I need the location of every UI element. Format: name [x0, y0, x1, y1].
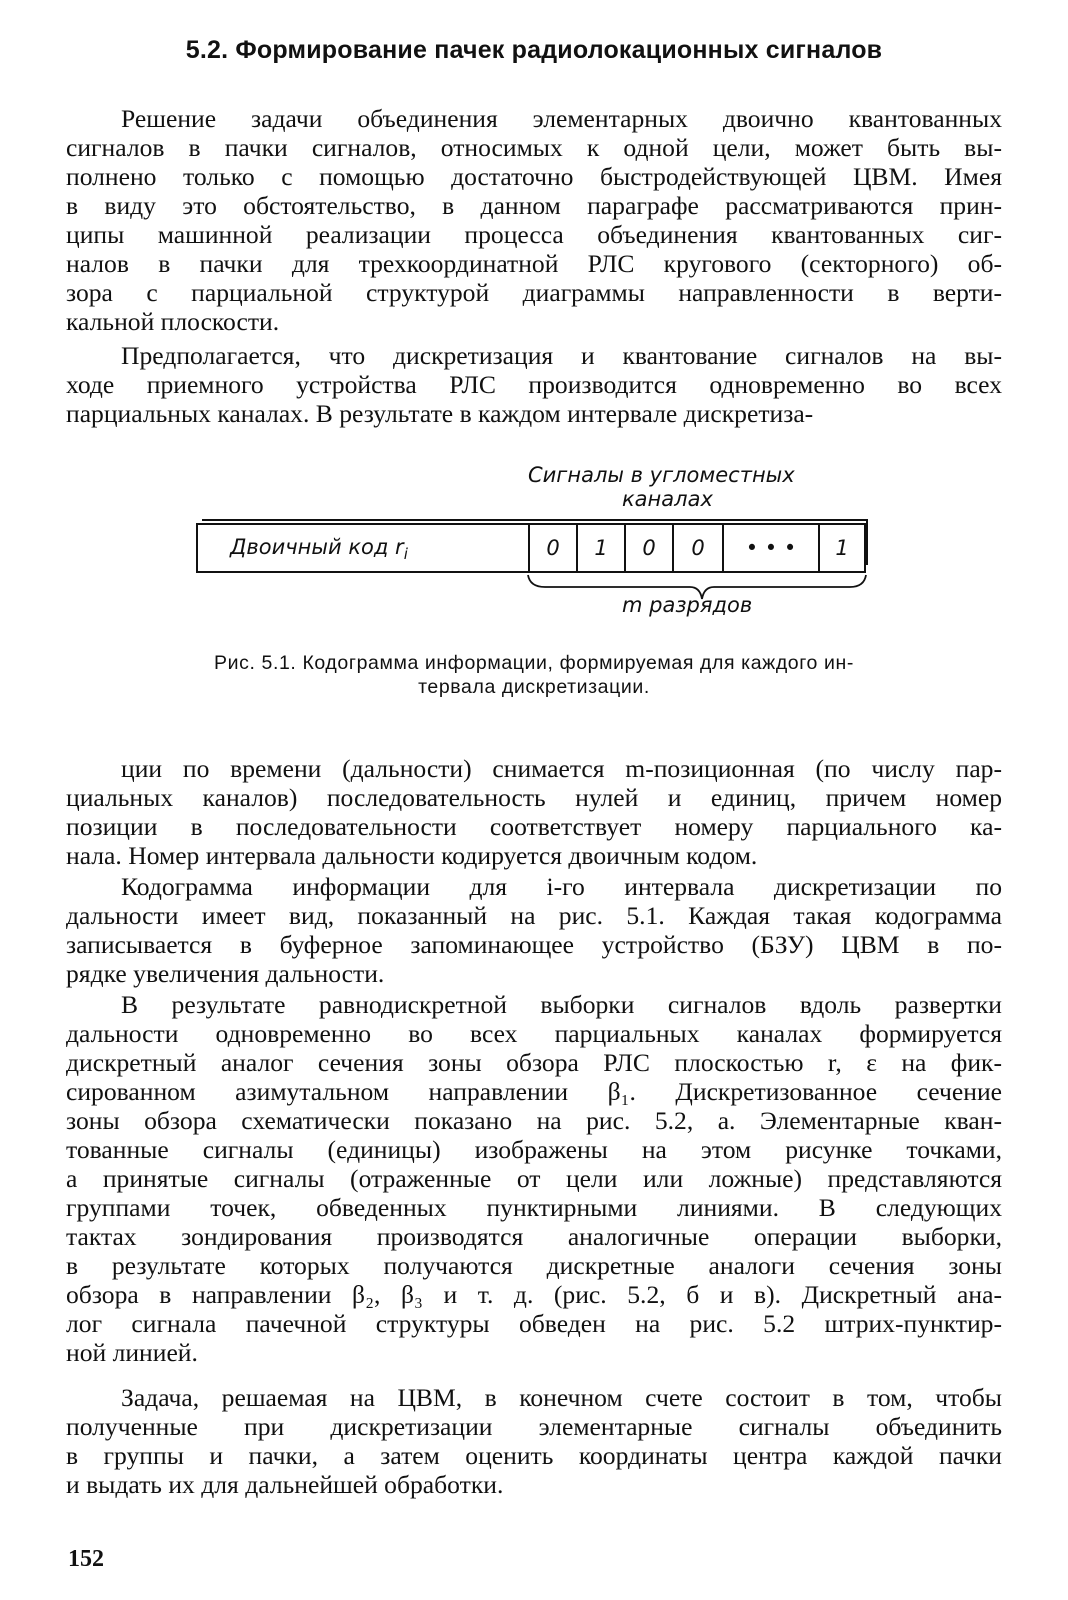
bit-cell-3: 0 [624, 525, 672, 571]
text-line: в группы и пачки, а затем оценить координаты центра каждой пачки [66, 1441, 1002, 1470]
text-line: парциальных каналах. В результате в каждом интервале дискретиза- [66, 399, 814, 428]
paragraph-3 [66, 754, 1002, 870]
text-line: тованные сигналы (единицы) изображены на этом рисунке точками, [66, 1135, 1002, 1164]
text-line: ной линией. [66, 1338, 198, 1367]
figure-caption [0, 651, 1068, 699]
text-line: ции по времени (дальности) снимается m-позиционная (по числу пар- [121, 754, 1002, 783]
text-line: дальности одновременно во всех парциальных каналах формируется [66, 1019, 1002, 1048]
text-line: Предполагается, что дискретизация и квантование сигналов на вы- [121, 341, 1002, 370]
text-line: ципы машинной реализации процесса объединения квантованных сиг- [66, 220, 1002, 249]
brace-under-bits [0, 565, 1068, 625]
text-line: дальности имеет вид, показанный на рис. 5.1. Каждая такая кодограмма [66, 901, 1002, 930]
text-line: кальной плоскости. [66, 307, 280, 336]
text-line: и выдать их для дальнейшей обработки. [66, 1470, 504, 1499]
figure-5-1 [0, 455, 1068, 698]
text-line: в виду это обстоятельство, в данном параграфе рассматриваются прин- [66, 191, 1002, 220]
text-line: обзора в направлении β₂, β₃ и т. д. (рис. 5.2, б и в). Дискретный ана- [66, 1280, 1002, 1309]
text-line: дискретный аналог сечения зоны обзора РЛС плоскостью r, ε на фик- [66, 1048, 1002, 1077]
bit-cell-last: 1 [818, 525, 864, 571]
text-line: записывается в буферное запоминающее устройство (БЗУ) ЦВМ в по- [66, 930, 1002, 959]
section-title: 5.2. Формирование пачек радиолокационных сигналов [185, 36, 883, 64]
bit-cell-1: 0 [528, 525, 576, 571]
paragraph-4 [66, 872, 1002, 988]
paragraph-5 [66, 990, 1002, 1367]
text-line: Задача, решаемая на ЦВМ, в конечном счете состоит в том, чтобы [121, 1383, 1002, 1412]
text-line: зора с парциальной структурой диаграммы направленности в верти- [66, 278, 1002, 307]
text-line: В результате равнодискретной выборки сигналов вдоль развертки [121, 990, 1002, 1019]
text-line: рядке увеличения дальности. [66, 959, 385, 988]
bit-cell-4: 0 [672, 525, 722, 571]
paragraph-2 [66, 341, 1002, 428]
caption-line-2: тервала дискретизации. [418, 676, 650, 698]
text-line: в результате которых получаются дискретные аналоги сечения зоны [66, 1251, 1002, 1280]
text-line: группами точек, обведенных пунктирными линиями. В следующих [66, 1193, 1002, 1222]
text-line: полученные при дискретизации элементарные сигналы объединить [66, 1412, 1002, 1441]
text-line: Кодограмма информации для i-го интервала дискретизации по [121, 872, 1002, 901]
text-line: полнено только с помощью достаточно быстродействующей ЦВМ. Имея [66, 162, 1002, 191]
paragraph-6 [66, 1383, 1002, 1499]
code-label: Двоичный код $r_i$ [230, 535, 408, 564]
bit-cell-2: 1 [576, 525, 624, 571]
figure-top-label-1: Сигналы в угломестных [528, 463, 795, 487]
text-line: позиции в последовательности соответствует номеру парциального ка- [66, 812, 1002, 841]
caption-line-1: Рис. 5.1. Кодограмма информации, формируемая для каждого ин- [214, 652, 854, 674]
text-line: Решение задачи объединения элементарных двоично квантованных [121, 104, 1002, 133]
text-line: нала. Номер интервала дальности кодируется двоичным кодом. [66, 841, 758, 870]
text-line: лог сигнала пачечной структуры обведен на рис. 5.2 штрих-пунктир- [66, 1309, 1002, 1338]
bits-count-label: m разрядов [622, 593, 753, 617]
text-line: тактах зондирования производятся аналогичные операции выборки, [66, 1222, 1002, 1251]
text-line: налов в пачки для трехкоординатной РЛС кругового (секторного) об- [66, 249, 1002, 278]
text-line: а принятые сигналы (отраженные от цели или ложные) представляются [66, 1164, 1002, 1193]
text-line: ходе приемного устройства РЛС производится одновременно во всех [66, 370, 1002, 399]
text-line: циальных каналов) последовательность нулей и единиц, причем номер [66, 783, 1002, 812]
paragraph-1 [66, 104, 1002, 336]
text-line: зоны обзора схематически показано на рис. 5.2, а. Элементарные кван- [66, 1106, 1002, 1135]
text-line: сигналов в пачки сигналов, относимых к одной цели, может быть вы- [66, 133, 1002, 162]
text-line: сированном азимутальном направлении β₁. Дискретизованное сечение [66, 1077, 1002, 1106]
page-number: 152 [68, 1546, 104, 1572]
bit-cell-ellipsis: • • • [722, 525, 818, 571]
figure-top-label-2: каналах [622, 487, 713, 511]
